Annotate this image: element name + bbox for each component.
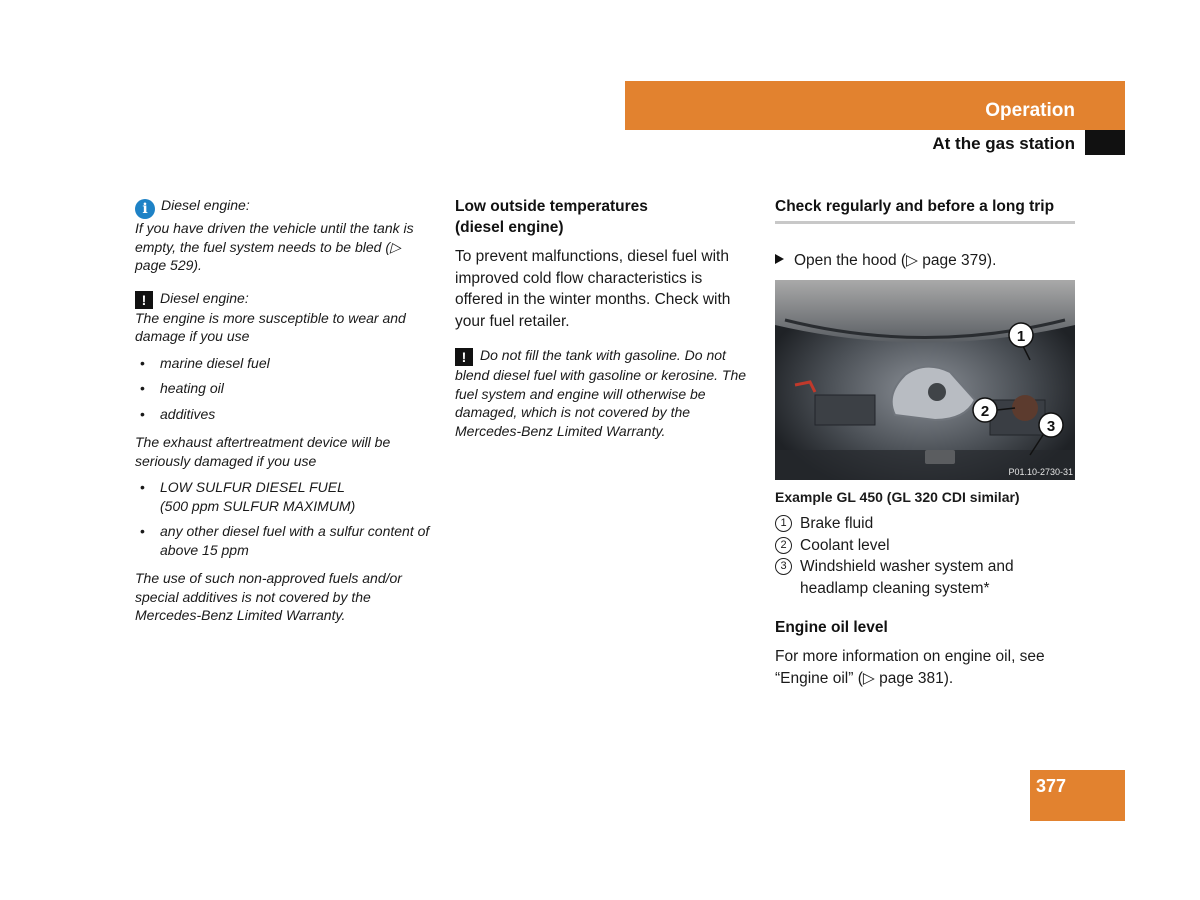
warning-note: ! Do not fill the tank with gasoline. Do not blend diesel fuel with gasoline or kerosine. The fuel system and engine will otherwise be damaged, which is not covered by the Mercedes-Benz Limited Warranty. — [455, 347, 747, 439]
info-icon: i — [135, 199, 155, 219]
photo-code: P01.10-2730-31 — [1008, 467, 1073, 477]
photo-caption: Example GL 450 (GL 320 CDI similar) — [775, 489, 1020, 505]
middle-column — [455, 196, 750, 440]
section-heading: Check regularly and before a long trip — [775, 196, 1075, 224]
number-marker: 1 — [775, 515, 792, 532]
number-marker: 2 — [775, 537, 792, 554]
engine-oil-text: For more information on engine oil, see “Engine oil” (▷ page 381). — [775, 648, 1045, 687]
page-number-box — [1030, 770, 1125, 821]
list-item: • any other diesel fuel with a sulfur content of above 15 ppm — [135, 522, 435, 559]
warning-icon: ! — [455, 348, 473, 366]
section-heading: Low outside temperatures (diesel engine) — [455, 198, 648, 236]
paragraph: To prevent malfunctions, diesel fuel with improved cold flow characteristics is offered in the winter months. Check with your fuel retailer. — [455, 248, 731, 330]
fuel-bullet-list — [135, 354, 435, 424]
svg-text:3: 3 — [1046, 418, 1056, 435]
svg-text:1: 1 — [1016, 328, 1026, 345]
svg-text:2: 2 — [980, 403, 990, 420]
warning-intro: The engine is more susceptible to wear and damage if you use — [135, 309, 406, 344]
warning-middle: The exhaust aftertreatment device will be seriously damaged if you use — [135, 434, 391, 469]
number-marker: 3 — [775, 558, 792, 575]
instruction-step: Open the hood (▷ page 379). — [775, 250, 1075, 271]
engine-bay-photo — [775, 280, 1075, 480]
right-column — [775, 196, 1075, 703]
warning-closing: The use of such non-approved fuels and/or special additives is not covered by the Mercedes-Benz Limited Warranty. — [135, 570, 402, 623]
info-note-text: If you have driven the vehicle until the tank is empty, the fuel system needs to be bled (▷ page 529). — [135, 220, 414, 273]
list-item: 1 Brake fluid — [775, 513, 1075, 535]
list-item: • marine diesel fuel — [135, 354, 435, 373]
list-item: • LOW SULFUR DIESEL FUEL (500 ppm SULFUR MAXIMUM) — [135, 478, 435, 515]
arrow-icon — [775, 254, 784, 264]
list-item: • additives — [135, 405, 435, 424]
page-number: 377 — [1036, 776, 1067, 796]
list-item: • heating oil — [135, 379, 435, 398]
left-column — [135, 196, 435, 639]
warning-note-title: Diesel engine: — [160, 289, 249, 306]
section-header-bar — [625, 81, 1125, 130]
info-note — [135, 196, 435, 275]
engine-bay-illustration — [775, 280, 1075, 480]
warning-icon: ! — [135, 291, 153, 309]
subsection-title: At the gas station — [932, 134, 1075, 153]
warning-note — [135, 289, 435, 625]
section-title: Operation — [985, 100, 1075, 121]
list-item: 2 Coolant level — [775, 535, 1075, 557]
info-note-title: Diesel engine: — [161, 197, 250, 213]
numbered-list — [775, 513, 1075, 599]
section-marker — [1085, 130, 1125, 155]
sulfur-bullet-list — [135, 478, 435, 559]
list-item: 3 Windshield washer system and headlamp cleaning system* — [775, 556, 1075, 599]
engine-oil-heading: Engine oil level — [775, 619, 888, 636]
